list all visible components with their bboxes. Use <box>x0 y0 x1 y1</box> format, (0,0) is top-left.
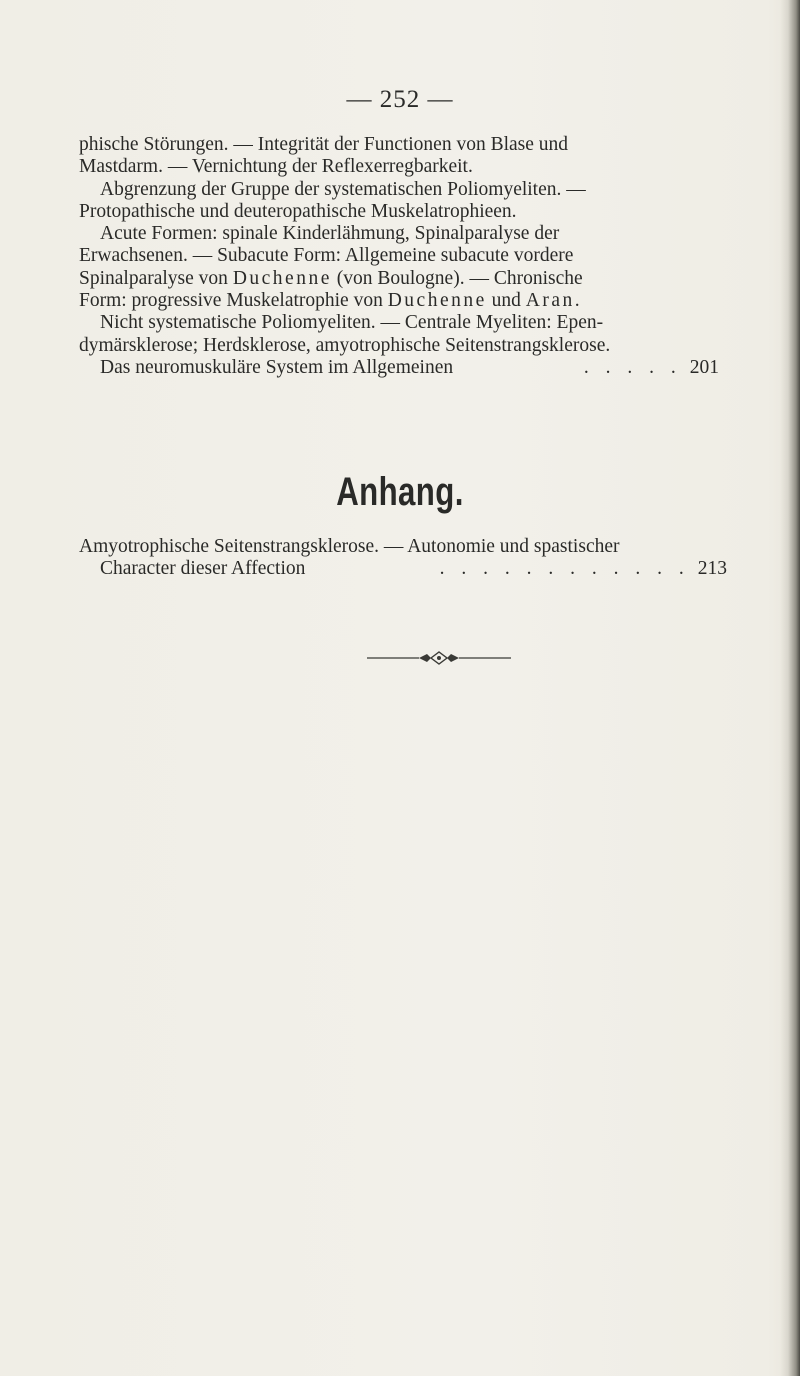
toc-line: Nicht systematische Poliomyeliten. — Centrale Myeliten: Epen- <box>100 312 604 334</box>
toc-line: Erwachsenen. — Subacute Form: Allgemeine subacute vordere <box>79 245 574 267</box>
toc-line <box>79 268 719 290</box>
appendix-line: Amyotrophische Seitenstrangsklerose. — Autonomie und spastischer <box>79 536 620 557</box>
appendix-line-last <box>79 558 727 580</box>
toc-line: Mastdarm. — Vernichtung der Reflexerregbarkeit. <box>79 156 473 178</box>
author-name: Duchenne <box>232 267 332 289</box>
table-of-contents <box>79 134 719 379</box>
toc-entry-last <box>79 357 719 379</box>
toc-text: Spinalparalyse von <box>79 267 228 289</box>
page-number: — 252 — <box>346 86 454 113</box>
appendix-text: Character dieser Affection <box>100 558 306 580</box>
toc-text: (von Boulogne). — Chronische <box>336 267 583 289</box>
toc-text: Form: progressive Muskelatrophie von <box>79 290 383 312</box>
toc-page-number: 201 <box>689 356 719 378</box>
toc-line: phische Störungen. — Integrität der Functionen von Blase und <box>79 134 569 155</box>
appendix-heading: Anhang. <box>336 470 464 514</box>
leader-dots: . . . . . . . . . . . . <box>439 558 690 580</box>
toc-text: und <box>491 290 521 312</box>
page-edge-shadow <box>780 0 800 1376</box>
author-name: Duchenne <box>387 290 487 312</box>
end-ornament <box>367 650 511 666</box>
toc-line: Acute Formen: spinale Kinderlähmung, Spinalparalyse der <box>100 223 560 245</box>
toc-line: Protopathische und deuteropathische Muskelatrophieen. <box>79 200 517 222</box>
toc-text: Das neuromuskuläre System im Allgemeinen <box>100 356 454 378</box>
leader-dots: . . . . . <box>583 356 682 378</box>
author-name: Aran. <box>525 290 583 312</box>
toc-line: Abgrenzung der Gruppe der systematischen Poliomyeliten. — <box>100 178 586 200</box>
toc-line: dymärsklerose; Herdsklerose, amyotrophische Seitenstrangsklerose. <box>79 334 611 356</box>
toc-line <box>79 290 719 312</box>
appendix-entry <box>79 536 727 581</box>
appendix-page-number: 213 <box>697 558 727 580</box>
